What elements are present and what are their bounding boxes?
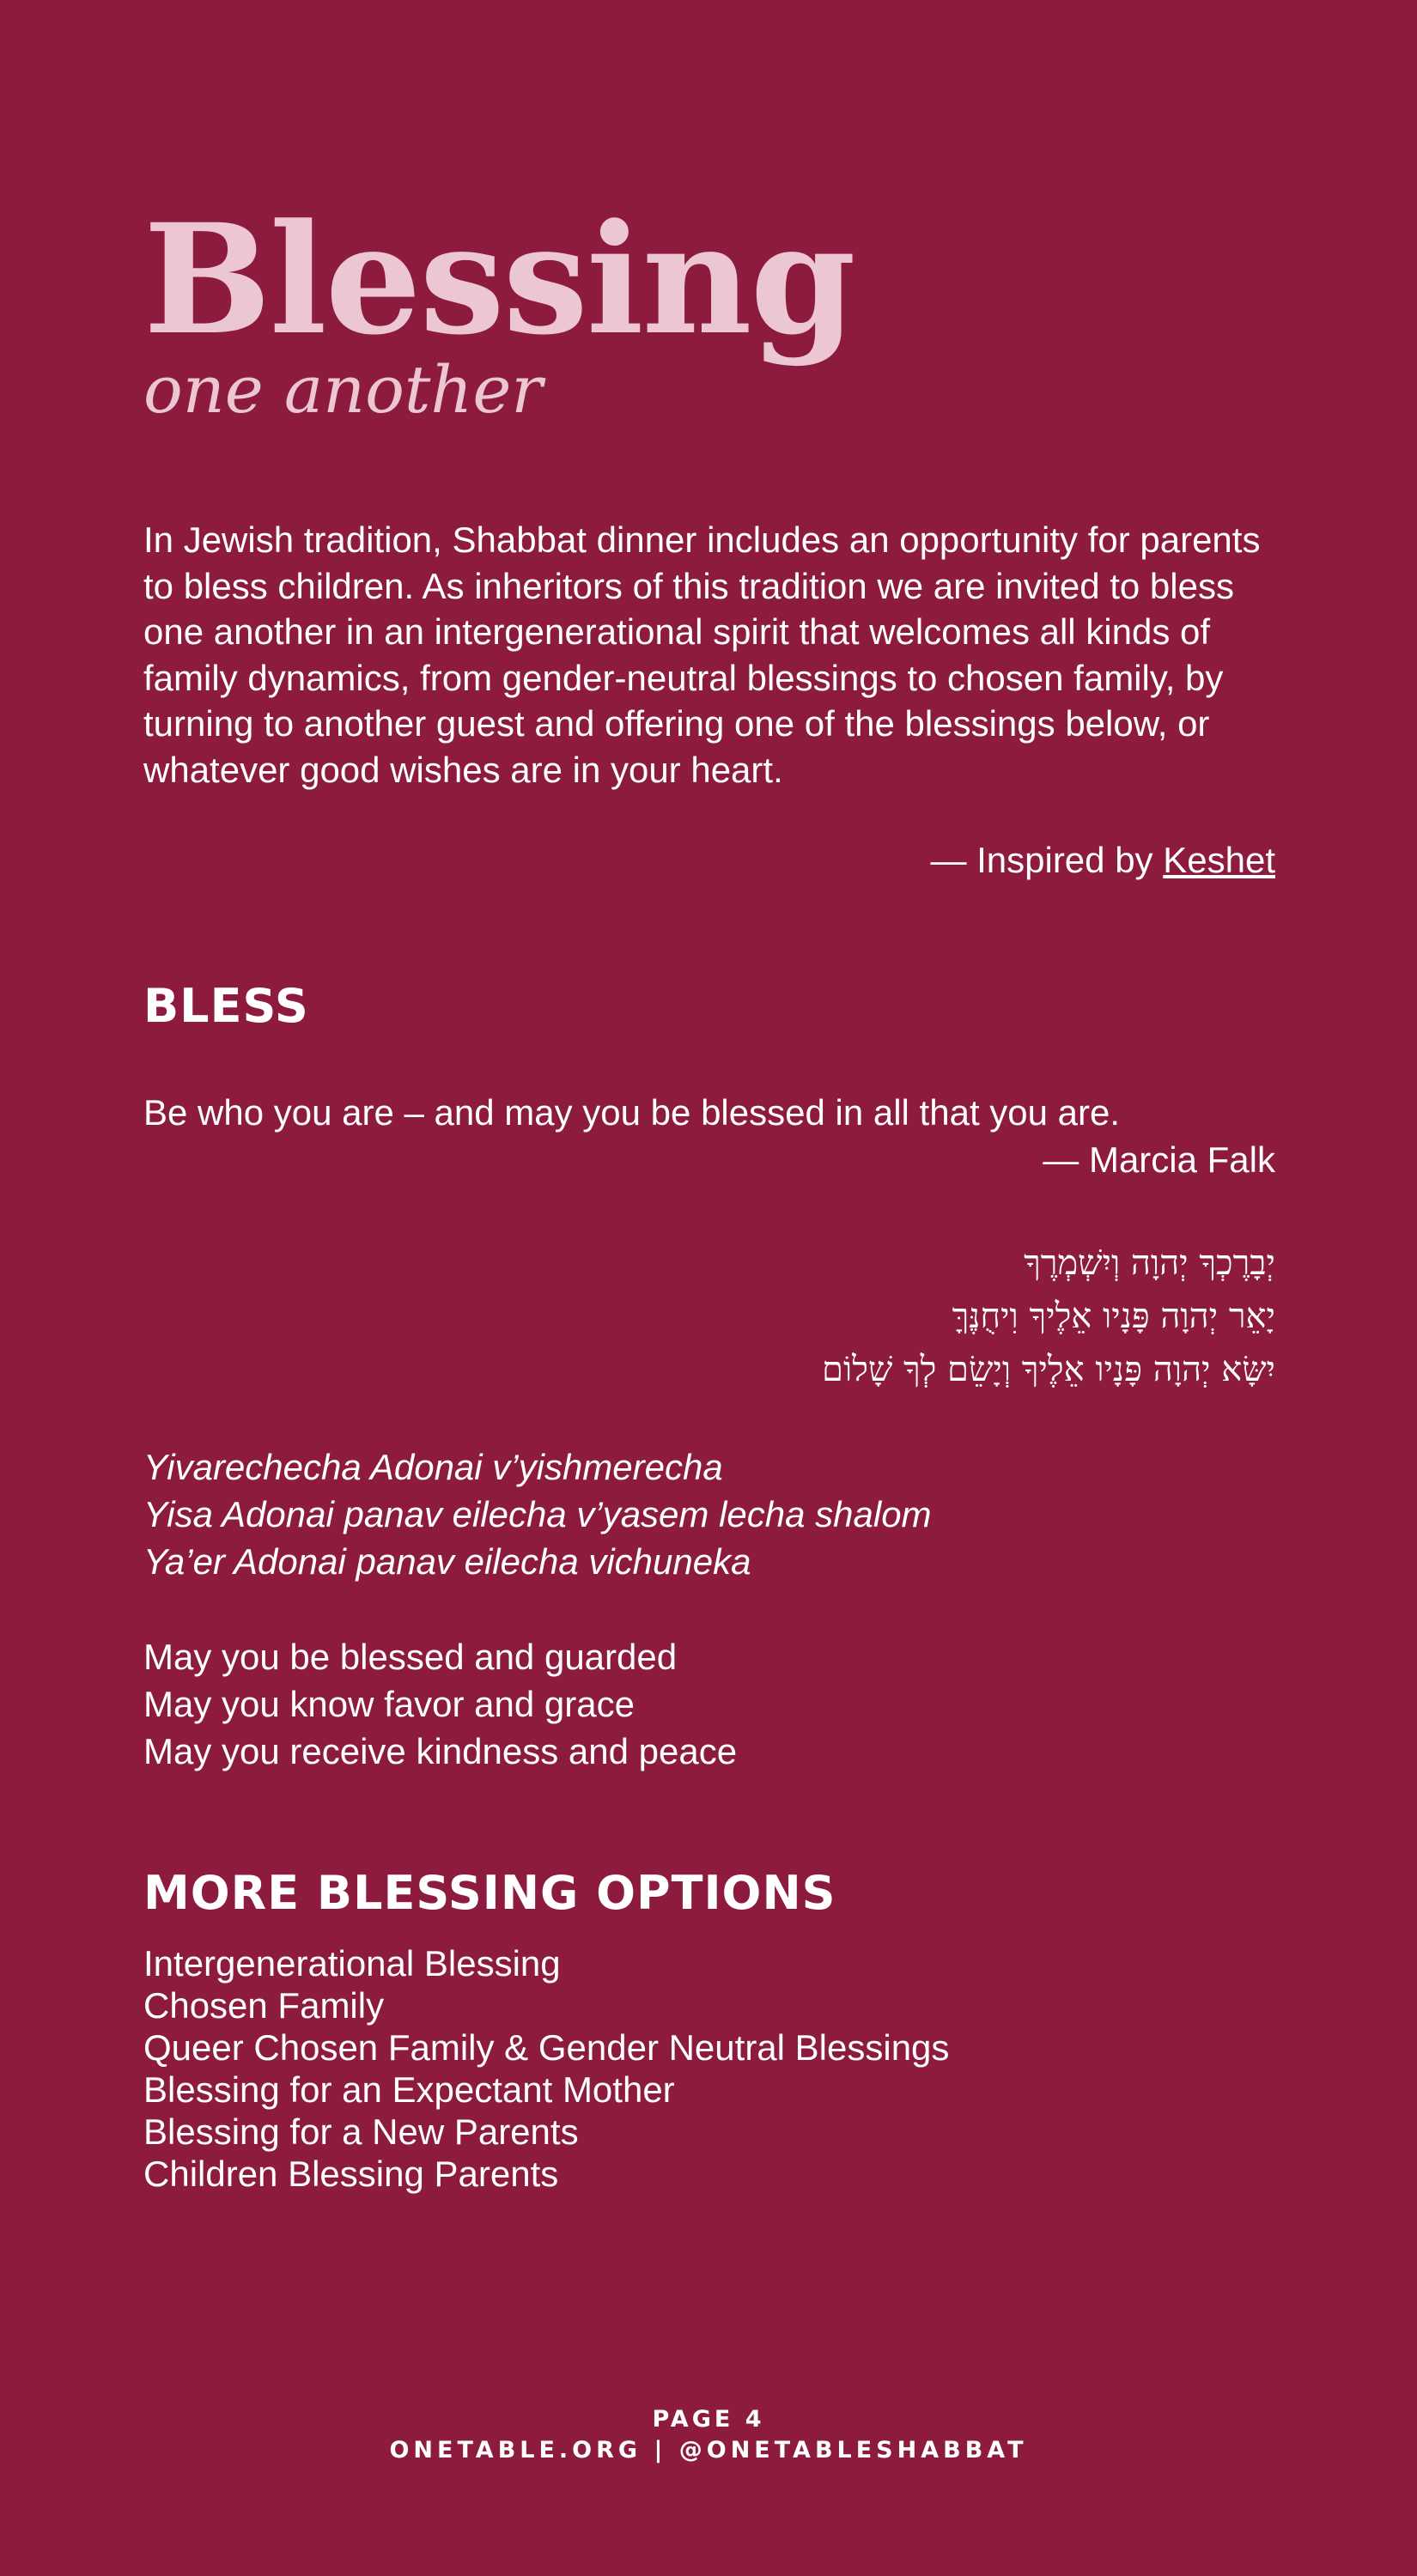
translation xyxy=(143,1633,737,1775)
keshet-link[interactable]: Keshet xyxy=(1163,840,1275,880)
footer xyxy=(0,2404,1417,2466)
more-options-heading: MORE BLESSING OPTIONS xyxy=(143,1866,836,1920)
translation-line: May you receive kindness and peace xyxy=(143,1731,738,1771)
site-credit: ONETABLE.ORG | @ONETABLESHABBAT xyxy=(389,2437,1028,2464)
quote-author: — Marcia Falk xyxy=(1043,1139,1275,1180)
hebrew-blessing xyxy=(502,1236,1275,1396)
page-subtitle: one another xyxy=(143,351,543,428)
transliteration-line: Yivarechecha Adonai v’yishmerecha xyxy=(143,1447,723,1487)
option-expectant-mother[interactable]: Blessing for an Expectant Mother xyxy=(143,2069,675,2110)
transliteration-line: Ya’er Adonai panav eilecha vichuneka xyxy=(143,1541,751,1582)
intro-paragraph: In Jewish tradition, Shabbat dinner includes an opportunity for parents to bless children. As inheritors of this tradition we are invited to bless one another in an intergenerational spirit that welcomes all kinds of family dynamics, from gender-neutral blessings to chosen family, by turning to another guest and offering one of the blessings below, or whatever good wishes are in your heart. xyxy=(143,519,1261,790)
hebrew-line: יָאֵר יְהוָה פָּנָיו אֵלֶיךָ וִיחֻנֶּךָּ xyxy=(952,1297,1275,1336)
option-children-blessing-parents[interactable]: Children Blessing Parents xyxy=(143,2154,559,2194)
translation-line: May you be blessed and guarded xyxy=(143,1637,678,1677)
hebrew-line: יְבָרֶכְךָ יְהוָה וְיִשְׁמְרֶךָ xyxy=(1024,1243,1275,1283)
option-intergenerational[interactable]: Intergenerational Blessing xyxy=(143,1943,561,1984)
transliteration xyxy=(143,1443,932,1585)
page-number: PAGE 4 xyxy=(652,2406,765,2433)
bless-heading: BLESS xyxy=(143,979,309,1033)
page-title: Blessing xyxy=(143,191,854,368)
option-new-parents[interactable]: Blessing for a New Parents xyxy=(143,2111,579,2152)
translation-line: May you know favor and grace xyxy=(143,1684,635,1724)
intro-credit xyxy=(930,837,1275,883)
option-chosen-family[interactable]: Chosen Family xyxy=(143,1985,385,2026)
falk-quote: Be who you are – and may you be blessed in all that you are. xyxy=(143,1092,1121,1133)
blessing-options-list xyxy=(143,1942,949,2195)
hebrew-line: יִשָּׂא יְהוָה פָּנָיו אֵלֶיךָ וְיָשֵׂם לְךָ שָׁלוֹם xyxy=(822,1350,1275,1389)
option-queer-chosen-family[interactable]: Queer Chosen Family & Gender Neutral Blessings xyxy=(143,2027,950,2068)
transliteration-line: Yisa Adonai panav eilecha v’yasem lecha shalom xyxy=(143,1494,932,1534)
credit-prefix: — Inspired by xyxy=(930,840,1164,880)
